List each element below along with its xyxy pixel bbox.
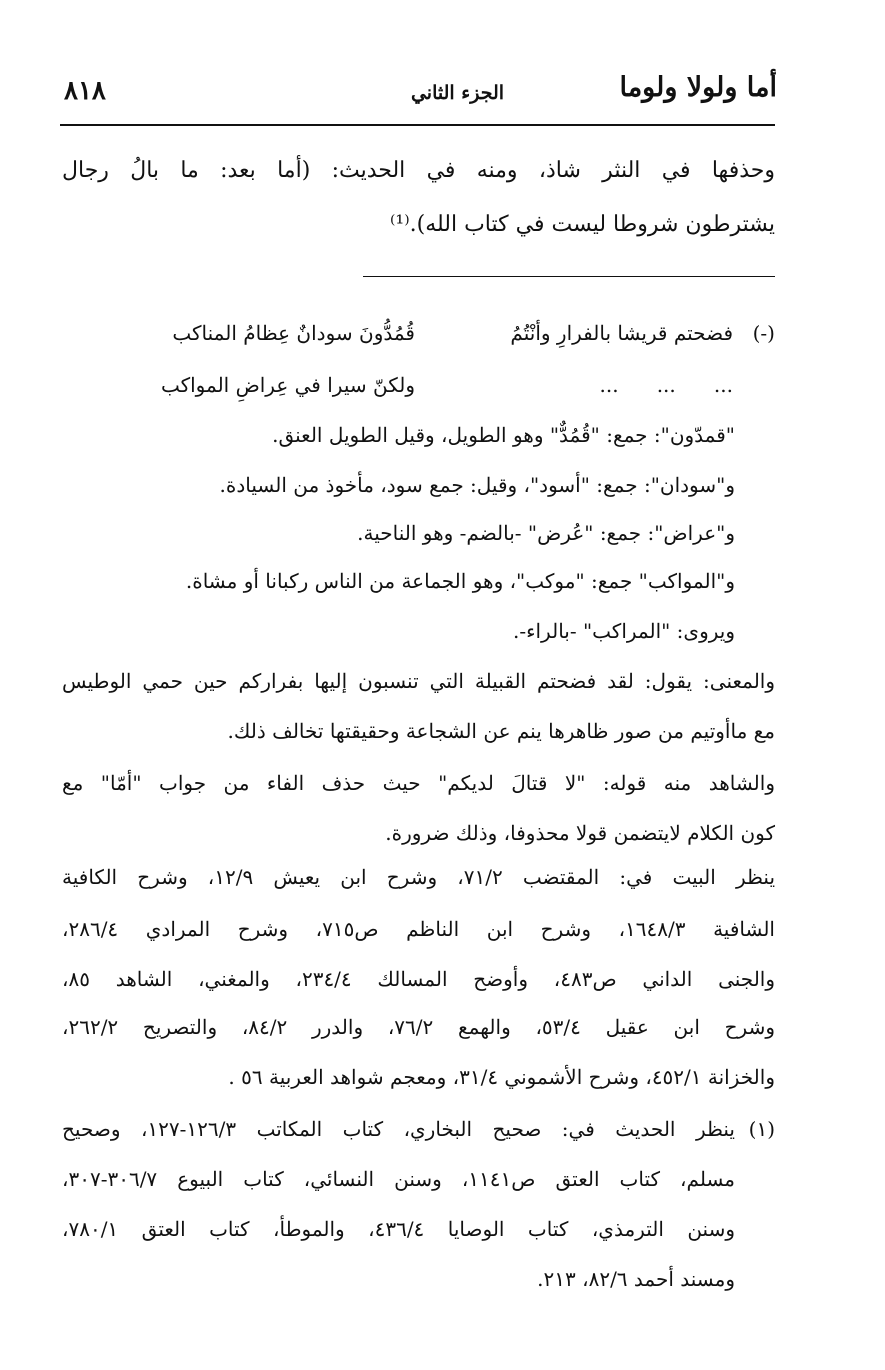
sources-line: والخزانة ٤٥٢/١، وشرح الأشموني ٣١/٤، ومعجم شواهد العربية ٥٦ . bbox=[228, 1065, 775, 1089]
verse-hemistich-1b: قُمُدُّونَ سودانٌ عِظامُ المناكب bbox=[172, 321, 415, 345]
verse-ellipsis: ... ... ... bbox=[599, 373, 733, 397]
gloss-line: "قمدّون": جمع: "قُمُدٌّ" وهو الطويل، وقيل الطويل العنق. bbox=[272, 423, 735, 447]
gloss-line: و"المواكب" جمع: "موكب"، وهو الجماعة من الناس ركبانا أو مشاة. bbox=[185, 569, 735, 593]
sources-line: والجنى الداني ص٤٨٣، وأوضح المسالك ٢٣٤/٤، والمغني، الشاهد ٨٥، bbox=[62, 967, 776, 991]
body-line: يشترطون شروطا ليست في كتاب الله).⁽¹⁾ bbox=[390, 212, 775, 237]
witness-line: والشاهد منه قوله: "لا قتالَ لديكم" حيث حذف الفاء من جواب "أمّا" مع bbox=[62, 771, 775, 795]
sources-line: وشرح ابن عقيل ٥٣/٤، والهمع ٧٦/٢، والدرر ٨٤/٢، والتصريح ٢٦٢/٢، bbox=[62, 1015, 775, 1039]
verse-hemistich-1a: فضحتم قريشا بالفرارِ وأنْتُمُ bbox=[510, 321, 733, 345]
footnote-1-line: وسنن الترمذي، كتاب الوصايا ٤٣٦/٤، والموطأ، كتاب العتق ٧٨٠/١، bbox=[62, 1217, 736, 1241]
verse-footnote-marker: (-) bbox=[752, 321, 775, 345]
footnote-1-line: ومسند أحمد ٨٢/٦، ٢١٣. bbox=[537, 1267, 735, 1291]
header-rule bbox=[60, 124, 775, 126]
witness-line: كون الكلام لايتضمن قولا محذوفا، وذلك ضرورة. bbox=[385, 821, 775, 845]
gloss-line: ويروى: "المراكب" -بالراء-. bbox=[512, 619, 735, 643]
page-number: ٨١٨ bbox=[64, 76, 106, 106]
footnote-1-line: مسلم، كتاب العتق ص١١٤١، وسنن النسائي، كتاب البيوع ٣٠٦/٧-٣٠٧، bbox=[62, 1167, 735, 1191]
meaning-line: مع ماأوتيم من صور ظاهرها ينم عن الشجاعة وحقيقتها تخالف ذلك. bbox=[227, 719, 775, 743]
sources-line: ينظر البيت في: المقتضب ٧١/٢، وشرح ابن يعيش ١٢/٩، وشرح الكافية bbox=[62, 865, 776, 889]
gloss-line: و"سودان": جمع: "أسود"، وقيل: جمع سود، مأخوذ من السيادة. bbox=[219, 473, 735, 497]
footnote-1-line: ينظر الحديث في: صحيح البخاري، كتاب المكاتب ١٢٦/٣-١٢٧، وصحيح bbox=[62, 1117, 735, 1141]
footnote-1-marker: (١) bbox=[748, 1117, 775, 1141]
footnote-separator bbox=[363, 276, 775, 277]
running-title: أما ولولا ولوما bbox=[619, 72, 777, 103]
meaning-line: والمعنى: يقول: لقد فضحتم القبيلة التي تنسبون إليها بفراركم حين حمي الوطيس bbox=[62, 669, 775, 693]
body-line: وحذفها في النثر شاذ، ومنه في الحديث: (أما بعد: ما بالُ رجال bbox=[62, 158, 775, 183]
volume-label: الجزء الثاني bbox=[410, 82, 505, 104]
gloss-line: و"عراض": جمع: "عُرض" -بالضم- وهو الناحية. bbox=[357, 521, 735, 545]
verse-hemistich-2b: ولكنّ سيرا في عِراضِ المواكب bbox=[160, 373, 415, 397]
sources-line: الشافية ١٦٤٨/٣، وشرح ابن الناظم ص٧١٥، وشرح المرادي ٢٨٦/٤، bbox=[62, 917, 775, 941]
